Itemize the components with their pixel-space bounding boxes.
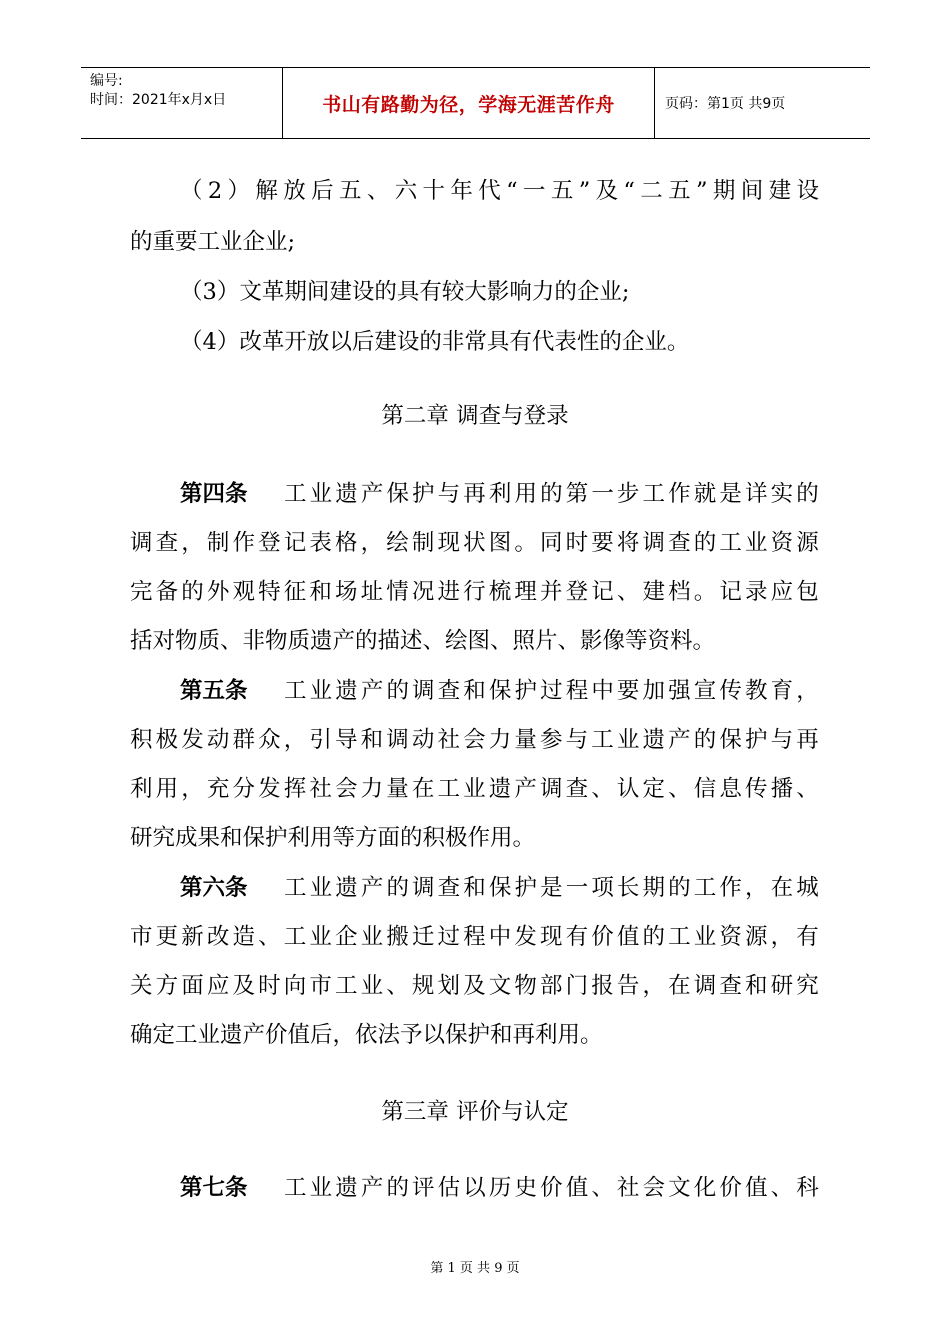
document-header [81, 67, 870, 139]
article-5-line3: 利 用 ， 充 分 发 挥 社 会 力 量 在 工 业 遗 产 调 查 、 认 定 、 信 息 传 播 、 [130, 776, 819, 802]
list-item-4: （4）改革开放以后建设的非常具有代表性的企业。 [180, 329, 690, 355]
article-7-title: 第七条 [180, 1175, 248, 1201]
article-5-title: 第五条 [180, 678, 248, 704]
article-4-line3: 完 备 的 外 观 特 征 和 场 址 情 况 进 行 梳 理 并 登 记 、 建 档 。 记 录 应 包 [130, 579, 819, 605]
time-label: 时间：2021年x月x日 [90, 92, 227, 108]
article-6-line4: 确定工业遗产价值后，依法予以保护和再利用。 [130, 1022, 603, 1048]
article-4-line4: 括对物质、非物质遗产的描述、绘图、照片、影像等资料。 [130, 628, 716, 654]
chapter-two-heading: 第二章 调查与登录 [381, 403, 569, 429]
article-4-line2: 调 查 ， 制 作 登 记 表 格 ， 绘 制 现 状 图 。 同 时 要 将 调 查 的 工 业 资 源 [130, 530, 819, 556]
motto-text: 书山有路勤为径，学海无涯苦作舟 [322, 93, 615, 116]
page-info: 页码：第1页 共9页 [665, 96, 786, 112]
article-6-line1: 工 业 遗 产 的 调 查 和 保 护 是 一 项 长 期 的 工 作 ， 在 城 [284, 875, 819, 901]
article-6-line3: 关 方 面 应 及 时 向 市 工 业 、 规 划 及 文 物 部 门 报 告 ， 在 调 查 和 研 究 [130, 973, 819, 999]
article-4-line1: 工 业 遗 产 保 护 与 再 利 用 的 第 一 步 工 作 就 是 详 实 的 [284, 481, 819, 507]
article-6-title: 第六条 [180, 875, 248, 901]
article-4-title: 第四条 [180, 481, 248, 507]
list-item-2-line2: 的重要工业企业; [130, 229, 296, 255]
article-7-line1: 工 业 遗 产 的 评 估 以 历 史 价 值 、 社 会 文 化 价 值 、 科 [284, 1175, 819, 1201]
header-meta-cell [81, 68, 283, 138]
page-footer: 第 1 页 共 9 页 [430, 1261, 520, 1276]
article-5-line1: 工 业 遗 产 的 调 查 和 保 护 过 程 中 要 加 强 宣 传 教 育 ， [284, 678, 819, 704]
article-6-line2: 市 更 新 改 造 、 工 业 企 业 搬 迁 过 程 中 发 现 有 价 值 的 工 业 资 源 ， 有 [130, 924, 819, 950]
list-item-3: （3）文革期间建设的具有较大影响力的企业; [180, 279, 630, 305]
header-page-cell [655, 68, 870, 138]
article-5-line4: 研究成果和保护利用等方面的积极作用。 [130, 825, 536, 851]
article-5-line2: 积 极 发 动 群 众 ， 引 导 和 调 动 社 会 力 量 参 与 工 业 遗 产 的 保 护 与 再 [130, 727, 819, 753]
list-item-2-line1: （ 2 ） 解 放 后 五 、 六 十 年 代 “ 一 五 ” 及 “ 二 五 ” 期 间 建 设 [180, 178, 819, 204]
chapter-three-heading: 第三章 评价与认定 [381, 1099, 569, 1125]
number-label: 编号: [90, 73, 123, 89]
header-motto-cell [283, 68, 655, 138]
